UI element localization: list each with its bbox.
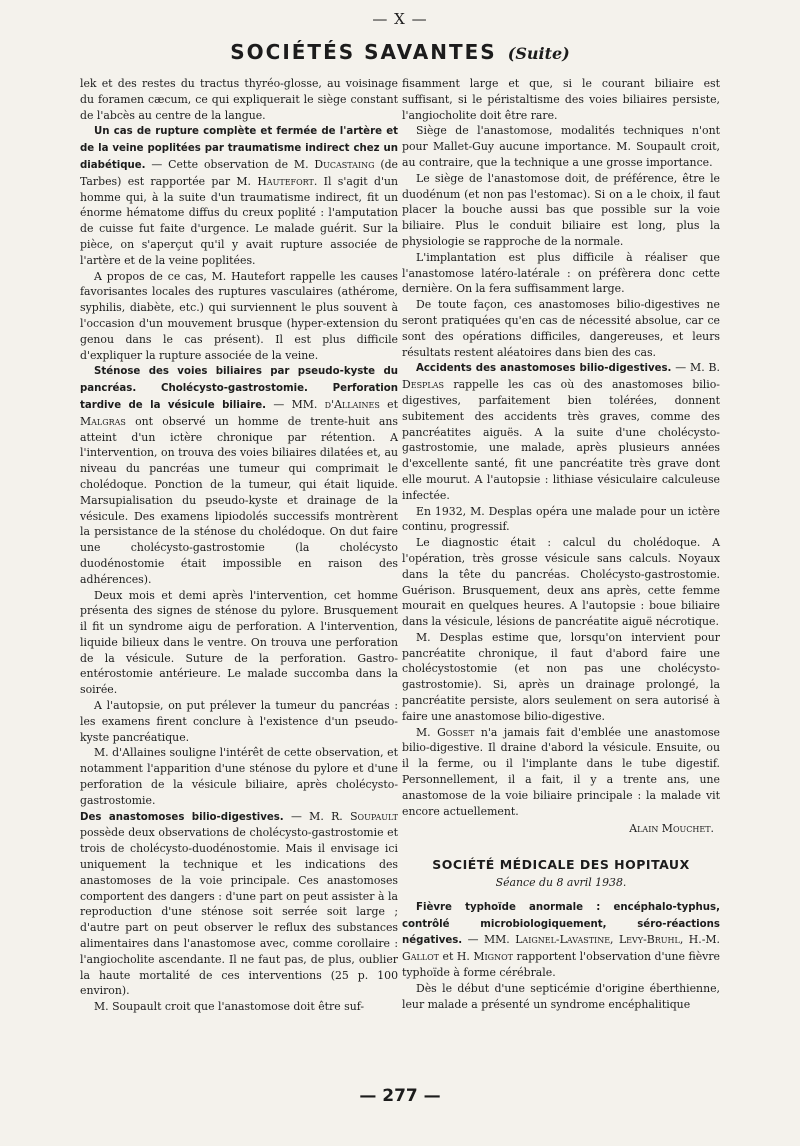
top-page-number: — X — [372, 10, 428, 28]
paragraph: Siège de l'anastomose, modalités techniques n'ont pour Mallet-Guy aucune importance. M. Soupault croit, au contraire, que la technique a une grosse importance. [402, 124, 720, 169]
author-name: Desplas [402, 378, 445, 392]
section-heading: Des anastomoses bilio-digestives. [80, 811, 284, 823]
paragraph: M. Soupault croit que l'anastomose doit être suf- [94, 1000, 365, 1014]
left-column [80, 76, 398, 1015]
author-name: Laignel-Lavastine, Levy-Bruhl, H.-M. Gallot [402, 933, 720, 964]
paragraph: M. Gosset n'a jamais fait d'emblée une anastomose bilio-digestive. Il draine d'abord la vésicule. Ensuite, ou il la ferme, ou il l'implante dans le tube digestif. Personnellement, il a fait, il y a trente ans, une anastomose de la voie biliaire principale : la malade vit encore actuellement. [402, 725, 720, 818]
paragraph: M. Desplas estime que, lorsqu'on intervient pour pancréatite chronique, il faut d'abord faire une cholécystostomie (et non pas une cholécysto-gastrostomie). Si, après un drainage prolongé, la pancréatite persiste, alors seulement on sera autorisé à faire une anastomose bilio-digestive. [402, 630, 720, 723]
paragraph: Fièvre typhoïde anormale : encéphalo-typhus, contrôlé microbiologiquement, séro-réactions négatives. — MM. Laignel-Lavastine, Levy-Bruhl, H.-M. Gallot et H. Mignot rapportent l'observation d'une fièvre typhoïde à forme cérébrale. [402, 901, 720, 980]
section-heading: Sténose des voies biliaires par pseudo-kyste du pancréas. Cholécysto-gastrostomie. Perforation tardive de la vésicule biliaire. [80, 366, 398, 411]
paragraph: Le diagnostic était : calcul du cholédoque. A l'opération, très grosse vésicule sans calculs. Noyaux dans la tête du pancréas. Cholécysto-gastrostomie. Guérison. Brusquement, deux ans après, cette femme mourait en quelques heures. A l'autopsie : boue biliaire dans la vésicule, lésions de pancréatite aiguë nécrotique. [402, 536, 720, 629]
paragraph: L'implantation est plus difficile à réaliser que l'anastomose latéro-latérale : on préfèrera donc cette dernière. On la fera suffisamment large. [402, 250, 720, 296]
running-head-title: SOCIÉTÉS SAVANTES [230, 40, 497, 64]
paragraph: fisamment large et que, si le courant biliaire est suffisant, si le péristaltisme des voies biliaires persiste, l'angiocholite doit être rare. [402, 77, 720, 122]
paragraph: En 1932, M. Desplas opéra une malade pour un ictère continu, progressif. [402, 504, 720, 534]
paragraph: Dès le début d'une septicémie d'origine éberthienne, leur malade a présenté un syndrome encéphalitique [402, 981, 720, 1011]
society-title: SOCIÉTÉ MÉDICALE DES HOPITAUX [432, 857, 690, 873]
running-head [0, 40, 800, 64]
author-name: Ducastaing [314, 157, 375, 171]
paragraph: Un cas de rupture complète et fermée de l'artère et de la veine poplitées par traumatisme indirect chez un diabétique. — Cette observation de M. Ducastaing (de Tarbes) est rapportée par M. Hautefort. Il s'agit d'un homme qui, à la suite d'un traumatisme indirect, fit un énorme hématome diffus du creux poplité : l'amputation de cuisse fut faite d'urgence. Le malade guérit. Sur la pièce, on s'aperçut qu'il y avait rupture associée de l'artère et de la veine poplitées. [80, 126, 398, 267]
author-name: Mignot [473, 950, 513, 964]
paragraph: A propos de ce cas, M. Hautefort rappelle les causes favorisantes locales des ruptures vasculaires (athérome, syphilis, diabète, etc.) qui surviennent le plus souvent à l'occasion d'un mouvement brusque (hyper-extension du genou dans le cas présent). Il est plus difficile d'expliquer la rupture associée de la veine. [80, 269, 398, 362]
paragraph: Le siège de l'anastomose doit, de préférence, être le duodénum (et non pas l'estomac). Si on a le choix, il faut placer la bouche aussi bas que possible sur la voie biliaire. Plus le conduit biliaire est long, plus la physiologie se rapproche de la normale. [402, 171, 720, 248]
paragraph: Deux mois et demi après l'intervention, cet homme présenta des signes de sténose du pylore. Brusquement il fit un syndrome aigu de perforation. A l'intervention, liquide bilieux dans le ventre. On trouva une perforation de la vésicule. Suture de la perforation. Gastro-entérostomie antérieure. Le malade succomba dans la soirée. [80, 588, 398, 697]
author-name: Malgras [80, 414, 126, 428]
paragraph: De toute façon, ces anastomoses bilio-digestives ne seront pratiquées qu'en cas de nécessité absolue, car ce sont des opérations difficiles, dangereuses, et leurs résultats restent aléatoires dans bien des cas. [402, 298, 720, 359]
paragraph: Accidents des anastomoses bilio-digestives. — M. B. Desplas rappelle les cas où des anastomoses bilio-digestives, parfaitement bien tolérées, donnent subitement des accidents très graves, comme des pancréatites aiguës. A la suite d'une cholécysto-gastrostomie, une malade, après plusieurs années d'excellente santé, fit une pancréatite très grave dont elle mourut. A l'autopsie : lithiase vésiculaire calculeuse infectée. [402, 361, 720, 502]
paragraph: A l'autopsie, on put prélever la tumeur du pancréas : les examens firent conclure à l'existence d'un pseudo-kyste pancréatique. [80, 699, 398, 744]
section-heading: Accidents des anastomoses bilio-digestives. [416, 363, 672, 375]
paragraph: lek et des restes du tractus thyréo-glosse, au voisinage du foramen cæcum, ce qui expliquerait le siège constant de l'abcès au centre de la langue. [80, 77, 398, 122]
paragraph: Des anastomoses bilio-digestives. — M. R. Soupault possède deux observations de cholécysto-gastrostomie et trois de cholécysto-duodénostomie. Mais il envisage ici uniquement la technique et les indications des anastomoses de la voie principale. Ces anastomoses comportent des dangers : d'une part on peut assister à la reproduction d'une sténose soit serrée soit large ; d'autre part on peut observer le reflux des substances alimentaires dans l'anastomose avec, comme corollaire : l'angiocholite ascendante. Il ne faut pas, de plus, oublier la haute mortalité de ces interventions (25 p. 100 environ). [80, 809, 399, 998]
session-date: Séance du 8 avril 1938. [495, 876, 627, 890]
paragraph: Sténose des voies biliaires par pseudo-kyste du pancréas. Cholécysto-gastrostomie. Perforation tardive de la vésicule biliaire. — MM. d'Allaines et Malgras ont observé un homme de trente-huit ans atteint d'un ictère chronique par rétention. A l'intervention, on trouva des voies biliaires dilatées et, au niveau du pancréas une tumeur qui comprimait le cholédoque. Ponction de la tumeur, qui était liquide. Marsupialisation du pseudo-kyste et drainage de la vésicule. Des examens lipiodolés successifs montrèrent la persistance de la sténose du cholédoque. On dut faire une cholécysto-gastrostomie (la cholécysto duodénostomie était impossible en raison des adhérences). [80, 366, 398, 586]
section-heading: Fièvre typhoïde anormale : encéphalo-typhus, contrôlé microbiologiquement, séro-réactions négatives. [402, 901, 720, 947]
author-name: d'Allaines [324, 397, 380, 411]
paragraph: M. d'Allaines souligne l'intérêt de cette observation, et notamment l'apparition d'une sténose du pylore et d'une perforation de la vésicule biliaire, après cholécysto-gastrostomie. [80, 746, 398, 807]
author-name: Gosset [437, 725, 475, 739]
author-name: Hautefort [257, 174, 314, 188]
running-head-suite: (Suite) [507, 44, 570, 63]
author-name: Soupault [350, 809, 399, 823]
section-heading: Un cas de rupture complète et fermée de l'artère et de la veine poplitées par traumatisme indirect chez un diabétique. [80, 126, 398, 171]
right-column [402, 76, 720, 1012]
signature: Alain Mouchet. [629, 822, 714, 836]
bottom-page-number: — 277 — [359, 1086, 441, 1106]
